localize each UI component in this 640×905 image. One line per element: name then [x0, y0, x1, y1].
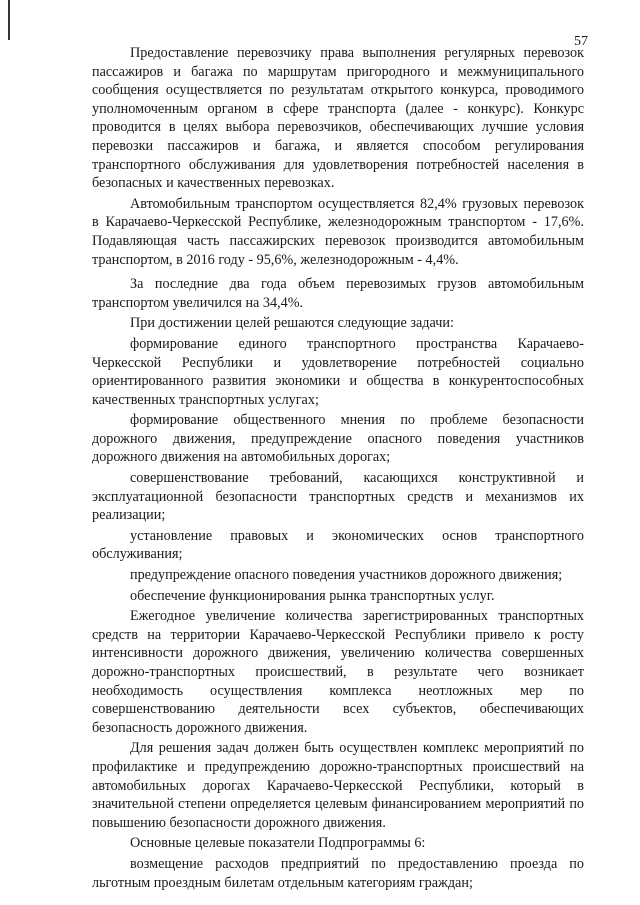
paragraph: Для решения задач должен быть осуществлен комплекс мероприятий по профилактике и предупреждению дорожно-транспортных происшествий на автомобильных дорогах Карачаево-Черкесской Республики, который в значительной степени определяется целевым финансированием мероприятий по повышению безопасности дорожного движения. [92, 740, 584, 831]
paragraph: Предоставление перевозчику права выполнения регулярных перевозок пассажиров и багажа по маршрутам пригородного и межмуниципального сообщения осуществляется по результатам открытого конкурса, проводимого уполномоченным органом в сфере транспорта (далее - конкурс). Конкурс проводится в целях выбора перевозчиков, обеспечивающих лучшие условия перевозки пассажиров и багажа, и является способом регулирования транспортного обслуживания для удовлетворения потребностей населения в безопасных и качественных перевозках. [92, 45, 584, 192]
scan-edge-line [8, 0, 10, 40]
page-number: 57 [574, 34, 588, 49]
paragraph: При достижении целей решаются следующие задачи: [130, 315, 454, 332]
list-item: установление правовых и экономических основ транспортного обслуживания; [92, 527, 584, 563]
paragraph: Основные целевые показатели Подпрограммы 6: [130, 835, 426, 852]
list-item: возмещение расходов предприятий по предоставлению проезда по льготным проездным билетам отдельным категориям граждан; [92, 855, 584, 891]
list-item: формирование единого транспортного пространства Карачаево-Черкесской Республики и удовлетворение потребностей социально ориентированного развития экономики и общества в конкурентоспособных качественных транспортных услугах; [92, 335, 584, 408]
list-item: обеспечение функционирования рынка транспортных услуг. [130, 587, 495, 604]
paragraph: Автомобильным транспортом осуществляется 82,4% грузовых перевозок в Карачаево-Черкесской Республике, железнодорожным транспортом - 17,6%. Подавляющая часть пассажирских перевозок производится автомобильным транспортом, в 2016 году - 95,6%, железнодорожным - 4,4%. [92, 195, 584, 268]
document-body [92, 44, 584, 894]
paragraph: За последние два года объем перевозимых грузов автомобильным транспортом увеличился на 34,4%. [92, 276, 584, 311]
list-item: формирование общественного мнения по проблеме безопасности дорожного движения, предупреждение опасного поведения участников дорожного движения на автомобильных дорогах; [92, 412, 584, 466]
list-item: совершенствование требований, касающихся конструктивной и эксплуатационной безопасности транспортных средств и механизмов их реализации; [92, 470, 584, 524]
paragraph: Ежегодное увеличение количества зарегистрированных транспортных средств на территории Карачаево-Черкесской Республики привело к росту интенсивности дорожного движения, увеличению количества совершенных дорожно-транспортных происшествий, в результате чего возникает необходимость осуществления комплекса неотложных мер по совершенствованию деятельности всех субъектов, обеспечивающих безопасность дорожного движения. [92, 608, 584, 736]
list-item: предупреждение опасного поведения участников дорожного движения; [130, 567, 563, 584]
